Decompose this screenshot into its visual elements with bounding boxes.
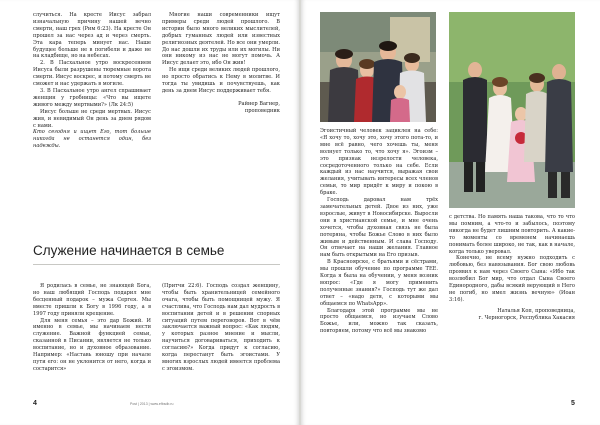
right-col2	[449, 214, 575, 322]
title-rule	[33, 264, 280, 265]
family-photo-outdoor	[449, 12, 575, 208]
paragraph: Для меня семья – это дар Божий. И именно в семье, мы начинаем нести служение. Важной функцией семьи, сказанной в Писании, является не только воспитание, но и духовное образование. Например: «Наставь юношу при начале пути его: он не уклонится от него, когда и состарится»	[33, 317, 151, 372]
family-photo-indoor	[320, 12, 436, 122]
signature-role: проповедник	[244, 107, 280, 114]
left-page	[0, 0, 299, 425]
right-page	[301, 0, 600, 425]
page-footer: Post | 2013 | www.efbsdb.ru	[130, 402, 174, 406]
page-number: 5	[571, 400, 575, 407]
signature-name: Наталья Коп, проповедница,	[497, 307, 575, 314]
italic-paragraph: Кто сегодня и ищет Его, тот больше никогда не останется один, без надежды.	[33, 129, 151, 150]
paragraph: 3. В Пасхальное утро ангел спрашивает женщин у гробницы: «Что вы ищете живого между мертвыми?» (Лк 24:5)	[33, 87, 151, 108]
paragraph: В Красноярске, с братьями и сёстрами, мы прошли обучение по программе ТЕЕ. Когда я была на обучении, у меня возник вопрос: «Где я могу применить полученные знания?» Господь тут же дал ответ – «надо детя, с которыми мы общаемся по WhatsApp».	[320, 259, 438, 307]
left-col1-top	[33, 12, 151, 150]
paragraph: Благодаря этой программе мы не просто общаемся, но изучаем Слово Божье, или, можно так сказать, повторяем, потому что всё мы знакомо	[320, 307, 438, 335]
paragraph: Иисус больше не среди мертвых. Иисус жив, и невидимый Он день за днем рядом с нами.	[33, 108, 151, 129]
paragraph: (Притчи 22:6). Господь создал женщину, чтобы быть хранительницей семейного очага, чтобы быть помощницей мужу. Я счастлива, что Господь нам дал мудрость в воспитании детей и в решении спорных ситуаций путем переговоров. Вот в чём заключается важный вопрос: «Как людям, у которых разное мнение и мысли, научиться договариваться, приходить к согласию?» Когда придут к согласию, когда перестанут быть эгоистами. У многих взрослых людей имеется проблема с эгоизмом.	[162, 283, 280, 372]
signature-name: Райнер Вагнер,	[238, 100, 280, 107]
paragraph: случиться. На кресте Иисус забрал изначальную причину нашей вечно смерти, наш грех (Рим 6:23). На кресте Он прошел за нас через ад и через смерть. Эта кара теперь минует нас. Наше будущее больше не в погибели и даже не на кладбище, но на небесах.	[33, 12, 151, 60]
paragraph: Не ищи среди великих людей прошлого, но просто обратись к Нему в молитве. И тогда ты увидишь и почувствуешь, как день за днем Иисус поддерживает тебя.	[162, 67, 280, 94]
page-number: 4	[33, 400, 37, 407]
paragraph: Господь даровал нам трёх замечательных детей. Двое из них, уже взрослые, живут в Новосибирске. Выросли они в христианской семье, и мне очень хочется, чтобы духовная связь не была потеряна, чтобы Божье Слово в них было живым и действенным. И слава Господу. Он отвечает на наши желания. Главное нам быть открытыми на Его призыв.	[320, 197, 438, 259]
paragraph: Я родилась в семье, не знающей Бога, но наш любящий Господь подарил мне бесценный подарок – мужа Сергея. Мы вместе пришли к Богу в 1996 году, а в 1997 году приняли крещение.	[33, 283, 151, 317]
right-col1	[320, 128, 438, 335]
paragraph: с детства. Но память наша такова, что то что мы помним, а что-то и забылось, поэтому никогда не будет лишним повторить. А какие-то моменты со временем начинаешь понимать более широко, не так, как в начале, когда только уверовал.	[449, 214, 575, 255]
paragraph: 2. В Пасхальное утро воскресением Иисуса были разрушены тюремные ворота смерти. Иисус воскрес, и потому смерть не сможет и нас удержать в могиле.	[33, 60, 151, 88]
left-col2-top	[162, 12, 280, 115]
left-col2-bottom	[162, 283, 280, 373]
article-title: Служение начинается в семье	[33, 243, 225, 258]
left-col1-bottom	[33, 283, 151, 373]
signature-place: г. Черногорск, Республика Хакасия	[478, 314, 575, 321]
paragraph: Конечно, не всему нужно подходить с любовью, без навязывания. Бог свою любовь проявил к нам через Своего Сына: «Ибо так возлюбил Бог мир, что отдал Сына Своего Единородного, дабы всякий верующий в Него не погиб, но имел жизнь вечную» (Иоан 3:16).	[449, 255, 575, 303]
paragraph: Многие наши современники ищут примеры среди людей прошлого. В истории было много великих мыслителей, добрых гуманных людей или известных религиозных деятелей. Но все они умерли. До нас дошли их труды или их могилы. Ни они никому из нас не могут помочь. А Иисус делает это, ибо Он жив!	[162, 12, 280, 67]
paragraph: Эгоистичный человек зациклен на себе: «Я хочу то, хочу это, хочу этого пота-то, и мне всё равно, чего хочешь ты, меня волнует только то, что хочу я». Эгоизм – это признак незрелости человека, сосредоточенного только на себе. Если каждый из нас научится, выражая свои желания, учитывать интересы всех членов семьи, то мир придёт к миру и покою в браке.	[320, 128, 438, 197]
